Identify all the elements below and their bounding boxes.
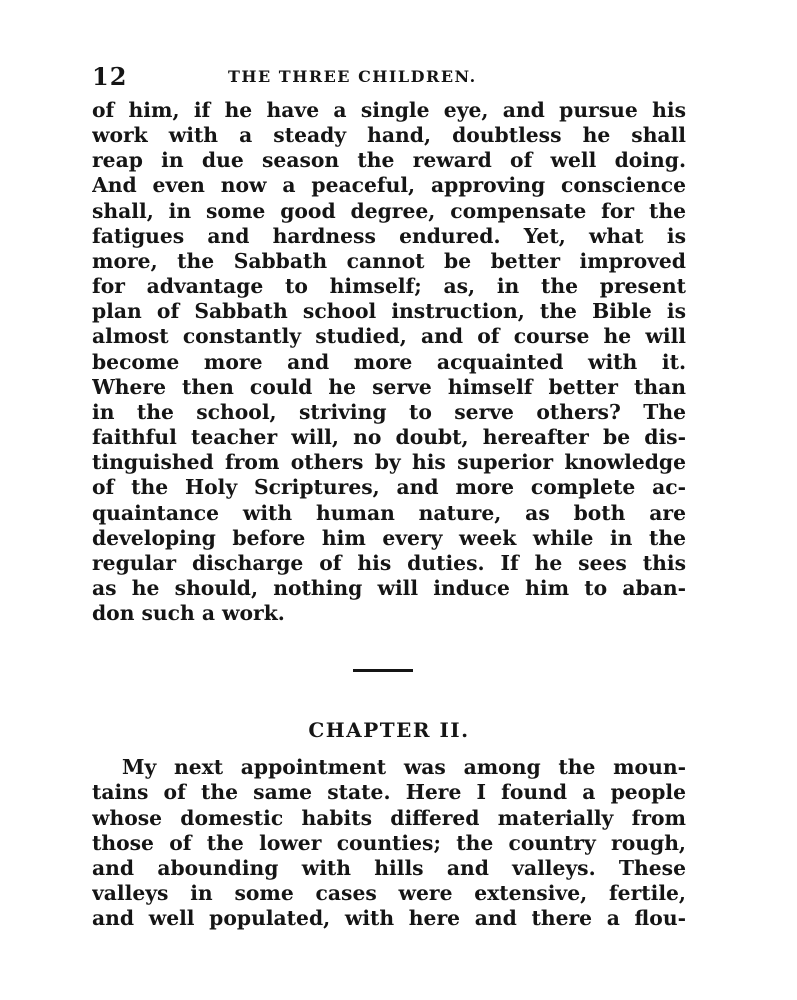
text-line: and abounding with hills and valleys. These: [92, 855, 686, 880]
text-line: and well populated, with here and there a flou-: [92, 906, 686, 931]
text-line: for advantage to himself; as, in the present: [92, 274, 686, 299]
running-head: [92, 62, 686, 92]
text-line: regular discharge of his duties. If he sees this: [92, 550, 686, 575]
text-line: plan of Sabbath school instruction, the Bible is: [92, 299, 686, 324]
chapter-two-text: [92, 755, 686, 931]
text-line: more, the Sabbath cannot be better improved: [92, 248, 686, 273]
text-line: Where then could he serve himself better than: [92, 374, 686, 399]
text-line: of the Holy Scriptures, and more complete ac-: [92, 475, 686, 500]
text-line: quaintance with human nature, as both are: [92, 500, 686, 525]
running-title: THE THREE CHILDREN.: [228, 67, 477, 86]
text-line: almost constantly studied, and of course he will: [92, 324, 686, 349]
text-line: of him, if he have a single eye, and pursue his: [92, 98, 686, 122]
text-line: as he should, nothing will induce him to aban-: [92, 575, 686, 600]
text-line: tinguished from others by his superior knowledge: [92, 450, 686, 475]
text-line: don such a work.: [92, 601, 285, 626]
text-line: valleys in some cases were extensive, fertile,: [92, 881, 686, 906]
text-line: become more and more acquainted with it.: [92, 349, 686, 374]
text-line: reap in due season the reward of well doing.: [92, 148, 686, 173]
text-line: work with a steady hand, doubtless he shall: [92, 123, 686, 148]
text-line: in the school, striving to serve others? The: [92, 399, 686, 424]
text-line: developing before him every week while in the: [92, 525, 686, 550]
text-line: fatigues and hardness endured. Yet, what is: [92, 223, 686, 248]
chapter-heading: CHAPTER II.: [308, 718, 470, 743]
text-line: those of the lower counties; the country rough,: [92, 830, 686, 855]
text-line: faithful teacher will, no doubt, hereafter be dis-: [92, 425, 686, 450]
text-line: shall, in some good degree, compensate for the: [92, 198, 686, 223]
text-line: My next appointment was among the moun-: [122, 755, 686, 780]
chapter-one-ending-text: [92, 98, 686, 626]
section-divider-rule: [353, 669, 413, 672]
text-line: tains of the same state. Here I found a people: [92, 780, 686, 805]
text-line: whose domestic habits differed materially from: [92, 805, 686, 830]
text-line: And even now a peaceful, approving conscience: [92, 173, 686, 198]
book-page: [92, 62, 686, 931]
page-number: 12: [92, 62, 128, 91]
